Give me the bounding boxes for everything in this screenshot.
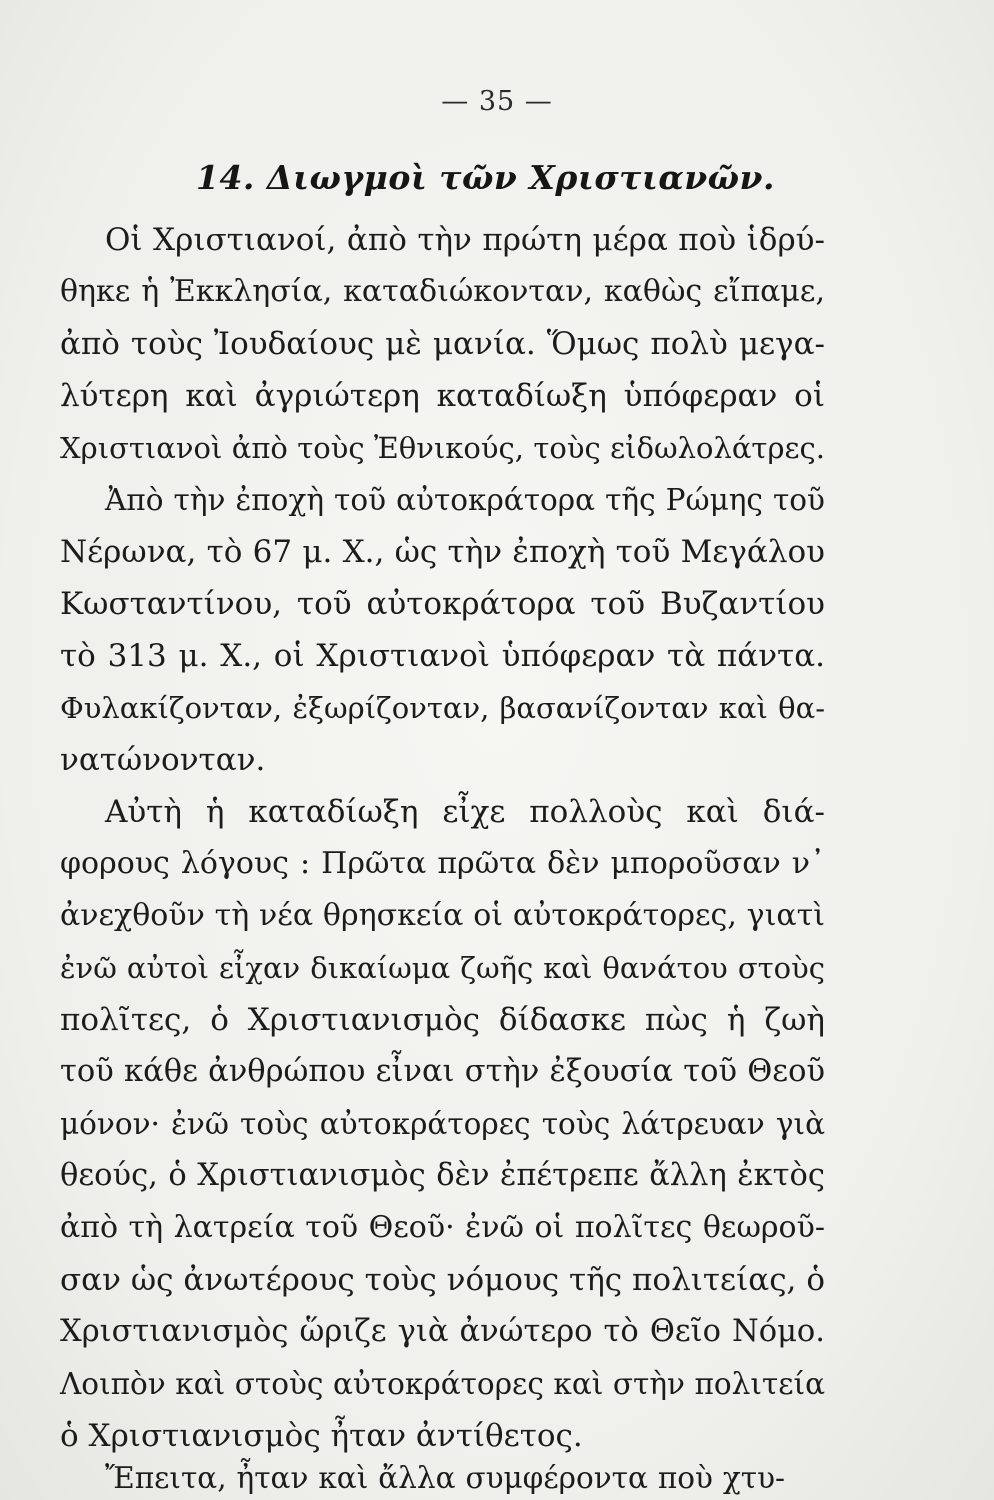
text-line: ὁ Χριστιανισμὸς ἦταν ἀντίθετος. (60, 1418, 583, 1454)
text-line: νατώνονταν. (60, 742, 266, 778)
text-line: Ἔπειτα, ἦταν καὶ ἄλλα συμφέροντα ποὺ χτυ- (105, 1461, 785, 1495)
text-line: Οἱ Χριστιανοί, ἀπὸ τὴν πρώτη μέρα ποὺ ἱδρύ- (105, 222, 825, 258)
text-line: θηκε ἡ Ἐκκλησία, καταδιώκονταν, καθὼς εἴπαμε, (60, 274, 825, 309)
text-line: Λοιπὸν καὶ στοὺς αὐτοκράτορες καὶ στὴν πολιτεία (60, 1367, 825, 1401)
text-line: ἀπὸ τὴ λατρεία τοῦ Θεοῦ· ἐνῶ οἱ πολῖτες θεωροῦ- (60, 1210, 825, 1245)
text-line: ἀνεχθοῦν τὴ νέα θρησκεία οἱ αὐτοκράτορες, γιατὶ (60, 898, 825, 933)
text-line: ἐνῶ αὐτοὶ εἶχαν δικαίωμα ζωῆς καὶ θανάτου στοὺς (60, 951, 825, 985)
text-line: τοῦ κάθε ἀνθρώπου εἶναι στὴν ἐξουσία τοῦ Θεοῦ (60, 1054, 825, 1089)
page-number: — 35 — (441, 86, 553, 117)
text-line: πολῖτες, ὁ Χριστιανισμὸς δίδασκε πὼς ἡ ζωὴ (60, 1002, 825, 1038)
text-line: Νέρωνα, τὸ 67 μ. Χ., ὡς τὴν ἐποχὴ τοῦ Μεγάλου (60, 534, 825, 570)
text-line: ἀπὸ τοὺς Ἰουδαίους μὲ μανία. Ὅμως πολὺ μεγα- (60, 326, 825, 362)
text-line: Χριστιανισμὸς ὥριζε γιὰ ἀνώτερο τὸ Θεῖο Νόμο. (60, 1314, 825, 1349)
text-line: φορους λόγους : Πρῶτα πρῶτα δὲν μποροῦσαν ν᾽ (60, 846, 825, 881)
text-line: λύτερη καὶ ἀγριώτερη καταδίωξη ὑπόφεραν οἱ (60, 378, 825, 414)
text-line: Χριστιανοὶ ἀπὸ τοὺς Ἐθνικούς, τοὺς εἰδωλολάτρες. (60, 431, 825, 465)
text-line: Φυλακίζονταν, ἐξωρίζονταν, βασανίζονταν καὶ θα- (60, 691, 825, 725)
section-heading: 14. Διωγμοὶ τῶν Χριστιανῶν. (196, 158, 775, 197)
text-line: θεούς, ὁ Χριστιανισμὸς δὲν ἐπέτρεπε ἄλλη ἐκτὸς (60, 1158, 825, 1193)
text-line: Ἀπὸ τὴν ἐποχὴ τοῦ αὐτοκράτορα τῆς Ρώμης τοῦ (105, 483, 825, 517)
text-line: τὸ 313 μ. Χ., οἱ Χριστιανοὶ ὑπόφεραν τὰ πάντα. (60, 638, 825, 674)
text-line: σαν ὡς ἀνωτέρους τοὺς νόμους τῆς πολιτείας, ὁ (60, 1262, 825, 1298)
text-line: Αὐτὴ ἡ καταδίωξη εἶχε πολλοὺς καὶ διά- (105, 794, 825, 830)
text-line: μόνον· ἐνῶ τοὺς αὐτοκράτορες τοὺς λάτρευαν γιὰ (60, 1107, 825, 1141)
text-line: Κωσταντίνου, τοῦ αὐτοκράτορα τοῦ Βυζαντίου (60, 586, 825, 622)
